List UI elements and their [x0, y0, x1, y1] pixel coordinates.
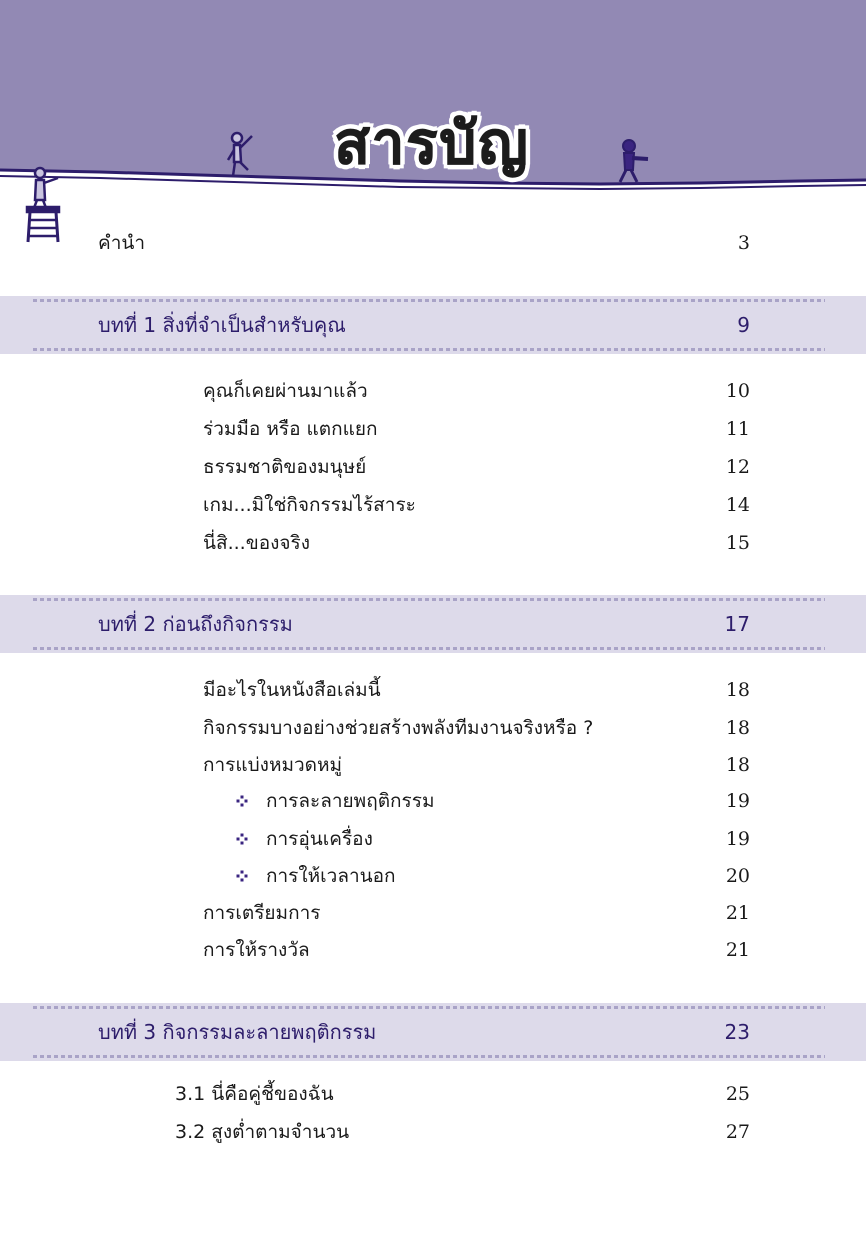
toc-entry[interactable] [0, 675, 866, 705]
toc-entry-page: 21 [725, 939, 750, 961]
dotted-divider [33, 1055, 825, 1058]
dotted-divider [33, 647, 825, 650]
toc-entry-label: มีอะไรในหนังสือเล่มนี้ [203, 679, 381, 701]
header-banner [0, 0, 866, 200]
chapter-page: 23 [724, 1020, 750, 1044]
chapter-heading-2[interactable] [0, 595, 866, 653]
toc-entry-page: 10 [725, 380, 750, 402]
toc-entry-page: 14 [725, 494, 750, 516]
chapter-title: บทที่ 3 กิจกรรมละลายพฤติกรรม [98, 1020, 377, 1044]
toc-entry-label: เกม...มิใช่กิจกรรมไร้สาระ [203, 494, 416, 516]
diamond-bullet-icon [236, 833, 248, 845]
toc-entry-page: 11 [725, 418, 750, 440]
toc-entry-page: 19 [725, 790, 750, 812]
chapter-title: บทที่ 2 ก่อนถึงกิจกรรม [98, 612, 293, 636]
toc-subentry[interactable] [0, 861, 866, 891]
diamond-bullet-icon [236, 870, 248, 882]
chapter-page: 17 [724, 612, 750, 636]
dotted-divider [33, 348, 825, 351]
toc-entry-page: 15 [725, 532, 750, 554]
toc-entry-label: การแบ่งหมวดหมู่ [203, 754, 343, 776]
toc-entry-label: คุณก็เคยผ่านมาแล้ว [203, 380, 368, 402]
toc-entry-page: 27 [725, 1121, 750, 1143]
toc-entry[interactable] [0, 376, 866, 406]
toc-entry[interactable] [0, 898, 866, 928]
toc-entry-page: 12 [725, 456, 750, 478]
toc-entry[interactable] [0, 1117, 866, 1147]
toc-entry-page: 19 [725, 828, 750, 850]
diamond-bullet-icon [236, 795, 248, 807]
toc-entry-page: 18 [725, 717, 750, 739]
chapter-heading-3[interactable] [0, 1003, 866, 1061]
toc-entry[interactable] [0, 528, 866, 558]
toc-entry[interactable] [0, 414, 866, 444]
toc-entry-label: ร่วมมือ หรือ แตกแยก [203, 418, 378, 440]
toc-entry-label: กิจกรรมบางอย่างช่วยสร้างพลังทีมงานจริงหรือ ? [203, 717, 594, 739]
toc-entry-page: 3 [737, 232, 750, 254]
toc-entry-page: 18 [725, 754, 750, 776]
toc-subentry[interactable] [0, 786, 866, 816]
toc-subentry[interactable] [0, 824, 866, 854]
toc-entry-label: 3.2 สูงต่ำตามจำนวน [175, 1121, 350, 1143]
toc-entry[interactable] [0, 490, 866, 520]
toc-entry[interactable] [0, 935, 866, 965]
toc-entry-page: 20 [725, 865, 750, 887]
chapter-heading-1[interactable] [0, 296, 866, 354]
toc-entry[interactable] [0, 452, 866, 482]
dotted-divider [33, 1006, 825, 1009]
toc-entry-label: การละลายพฤติกรรม [266, 790, 435, 812]
toc-entry-page: 21 [725, 902, 750, 924]
page-title: สารบัญ [334, 109, 530, 177]
dotted-divider [33, 299, 825, 302]
toc-entry-label: การให้เวลานอก [266, 865, 396, 887]
toc-entry-page: 18 [725, 679, 750, 701]
dotted-divider [33, 598, 825, 601]
toc-entry[interactable] [0, 750, 866, 780]
toc-entry[interactable] [0, 713, 866, 743]
toc-entry-label: ธรรมชาติของมนุษย์ [203, 456, 367, 478]
chapter-page: 9 [737, 313, 750, 337]
toc-entry-page: 25 [725, 1083, 750, 1105]
toc-entry-label: คำนำ [98, 232, 146, 254]
toc-entry-label: การเตรียมการ [203, 902, 321, 924]
toc-entry-label: การอุ่นเครื่อง [266, 828, 373, 850]
chapter-title: บทที่ 1 สิ่งที่จำเป็นสำหรับคุณ [98, 313, 346, 337]
toc-entry-label: การให้รางวัล [203, 939, 310, 961]
toc-entry-label: 3.1 นี่คือคู่ชี้ของฉัน [175, 1083, 334, 1105]
toc-entry[interactable] [0, 1079, 866, 1109]
toc-entry-label: นี่สิ...ของจริง [203, 532, 310, 554]
toc-entry-intro[interactable] [0, 228, 866, 258]
